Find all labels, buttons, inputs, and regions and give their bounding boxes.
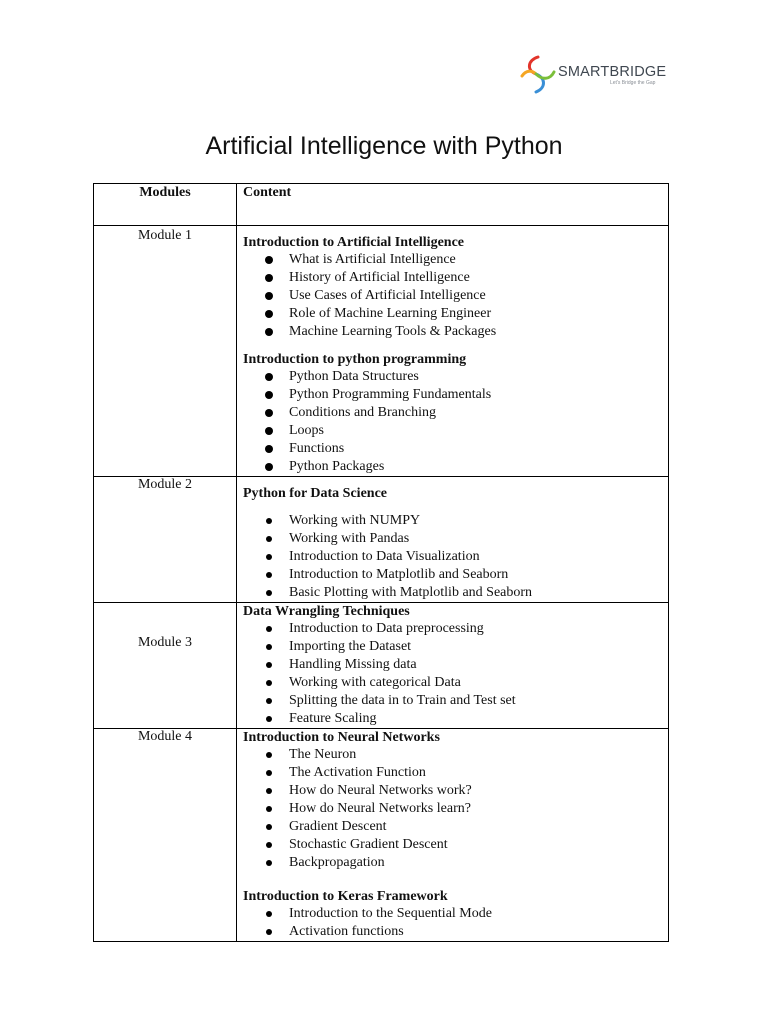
topic-list — [243, 746, 668, 872]
content-section — [243, 341, 668, 476]
topic-item — [243, 530, 668, 548]
module-label: Module 4 — [94, 729, 237, 942]
topic-text: History of Artificial Intelligence — [289, 270, 470, 285]
bullet-icon — [266, 662, 272, 668]
topic-item — [243, 692, 668, 710]
topic-text: Introduction to Data preprocessing — [289, 621, 484, 636]
topic-item — [243, 710, 668, 728]
topic-text: Machine Learning Tools & Packages — [289, 324, 497, 339]
topic-text: Use Cases of Artificial Intelligence — [289, 288, 486, 303]
bullet-icon — [266, 842, 272, 848]
bullet-icon — [266, 572, 272, 578]
section-title: Introduction to python programming — [243, 352, 467, 367]
bullet-icon — [266, 518, 272, 524]
bullet-icon — [266, 770, 272, 776]
topic-item — [243, 422, 668, 440]
module-label: Module 2 — [94, 477, 237, 603]
topic-item — [243, 620, 668, 638]
bullet-icon — [266, 806, 272, 812]
logo-wordmark: SMARTBRIDGE — [558, 64, 667, 80]
topic-item — [243, 905, 668, 923]
logo-tagline: Let's Bridge the Gap — [610, 80, 656, 86]
topic-item — [243, 458, 668, 476]
bullet-icon — [266, 698, 272, 704]
topic-text: Role of Machine Learning Engineer — [289, 306, 492, 321]
topic-item — [243, 323, 668, 341]
bullet-icon — [265, 328, 273, 336]
bullet-icon — [266, 590, 272, 596]
bullet-icon — [266, 644, 272, 650]
topic-text: Functions — [289, 441, 345, 456]
topic-item — [243, 584, 668, 602]
bullet-icon — [265, 409, 273, 417]
topic-item — [243, 386, 668, 404]
topic-list — [243, 251, 668, 341]
topic-item — [243, 923, 668, 941]
topic-item — [243, 638, 668, 656]
topic-item — [243, 782, 668, 800]
topic-text: How do Neural Networks learn? — [289, 801, 471, 816]
module-row — [94, 226, 669, 477]
topic-text: The Neuron — [289, 747, 357, 762]
topic-list — [243, 620, 668, 728]
bullet-icon — [266, 680, 272, 686]
bullet-icon — [265, 391, 273, 399]
header-modules: Modules — [94, 184, 237, 226]
content-section — [243, 226, 668, 341]
topic-text: What is Artificial Intelligence — [289, 252, 456, 267]
section-title: Introduction to Artificial Intelligence — [243, 235, 464, 250]
topic-item — [243, 800, 668, 818]
topic-text: Introduction to Data Visualization — [289, 549, 480, 564]
topic-text: The Activation Function — [289, 765, 426, 780]
bullet-icon — [265, 463, 273, 471]
topic-text: Conditions and Branching — [289, 405, 436, 420]
bullet-icon — [266, 860, 272, 866]
module-row — [94, 477, 669, 603]
topic-list — [243, 368, 668, 476]
topic-text: Splitting the data in to Train and Test set — [289, 693, 516, 708]
topic-item — [243, 269, 668, 287]
module-row — [94, 603, 669, 729]
topic-text: Loops — [289, 423, 324, 438]
topic-text: Python Programming Fundamentals — [289, 387, 492, 402]
smartbridge-logo — [518, 52, 668, 96]
section-title: Introduction to Neural Networks — [243, 730, 440, 745]
topic-list — [243, 905, 668, 941]
module-content — [237, 226, 669, 477]
topic-text: Importing the Dataset — [289, 639, 412, 654]
topic-item — [243, 674, 668, 692]
topic-item — [243, 440, 668, 458]
content-section — [243, 872, 668, 941]
topic-text: Python Data Structures — [289, 369, 419, 384]
topic-text: Introduction to Matplotlib and Seaborn — [289, 567, 509, 582]
topic-item — [243, 566, 668, 584]
bullet-icon — [266, 716, 272, 722]
content-section — [243, 729, 668, 872]
syllabus-table — [93, 183, 669, 942]
topic-text: Activation functions — [289, 924, 404, 939]
topic-item — [243, 764, 668, 782]
header-content: Content — [237, 184, 669, 226]
bullet-icon — [265, 310, 273, 318]
topic-item — [243, 818, 668, 836]
bullet-icon — [266, 554, 272, 560]
topic-text: Python Packages — [289, 459, 385, 474]
topic-item — [243, 404, 668, 422]
topic-text: Feature Scaling — [289, 711, 377, 726]
bullet-icon — [266, 824, 272, 830]
topic-item — [243, 512, 668, 530]
topic-text: Working with NUMPY — [289, 513, 421, 528]
topic-item — [243, 287, 668, 305]
topic-list — [243, 512, 668, 602]
topic-item — [243, 368, 668, 386]
bullet-icon — [266, 626, 272, 632]
bullet-icon — [265, 445, 273, 453]
bullet-icon — [266, 788, 272, 794]
topic-item — [243, 251, 668, 269]
section-title: Data Wrangling Techniques — [243, 604, 410, 619]
topic-text: Stochastic Gradient Descent — [289, 837, 448, 852]
topic-text: Gradient Descent — [289, 819, 387, 834]
bullet-icon — [266, 911, 272, 917]
smartbridge-logo-icon — [518, 54, 558, 96]
section-title: Python for Data Science — [243, 486, 387, 501]
content-section — [243, 603, 668, 728]
bullet-icon — [266, 929, 272, 935]
module-content — [237, 603, 669, 729]
module-label: Module 3 — [94, 603, 237, 729]
topic-item — [243, 746, 668, 764]
table-header-row — [94, 184, 669, 226]
topic-text: How do Neural Networks work? — [289, 783, 472, 798]
topic-item — [243, 854, 668, 872]
bullet-icon — [265, 274, 273, 282]
topic-text: Backpropagation — [289, 855, 385, 870]
topic-text: Handling Missing data — [289, 657, 417, 672]
topic-item — [243, 305, 668, 323]
topic-item — [243, 656, 668, 674]
topic-item — [243, 836, 668, 854]
bullet-icon — [265, 292, 273, 300]
bullet-icon — [265, 427, 273, 435]
document-title: Artificial Intelligence with Python — [205, 132, 563, 160]
content-section — [243, 477, 668, 602]
topic-text: Basic Plotting with Matplotlib and Seaborn — [289, 585, 533, 600]
module-row — [94, 729, 669, 942]
module-label: Module 1 — [94, 226, 237, 477]
bullet-icon — [266, 752, 272, 758]
bullet-icon — [265, 373, 273, 381]
bullet-icon — [265, 256, 273, 264]
module-content — [237, 729, 669, 942]
module-content — [237, 477, 669, 603]
topic-text: Working with Pandas — [289, 531, 410, 546]
topic-item — [243, 548, 668, 566]
topic-text: Working with categorical Data — [289, 675, 461, 690]
section-title: Introduction to Keras Framework — [243, 889, 448, 904]
topic-text: Introduction to the Sequential Mode — [289, 906, 492, 921]
bullet-icon — [266, 536, 272, 542]
